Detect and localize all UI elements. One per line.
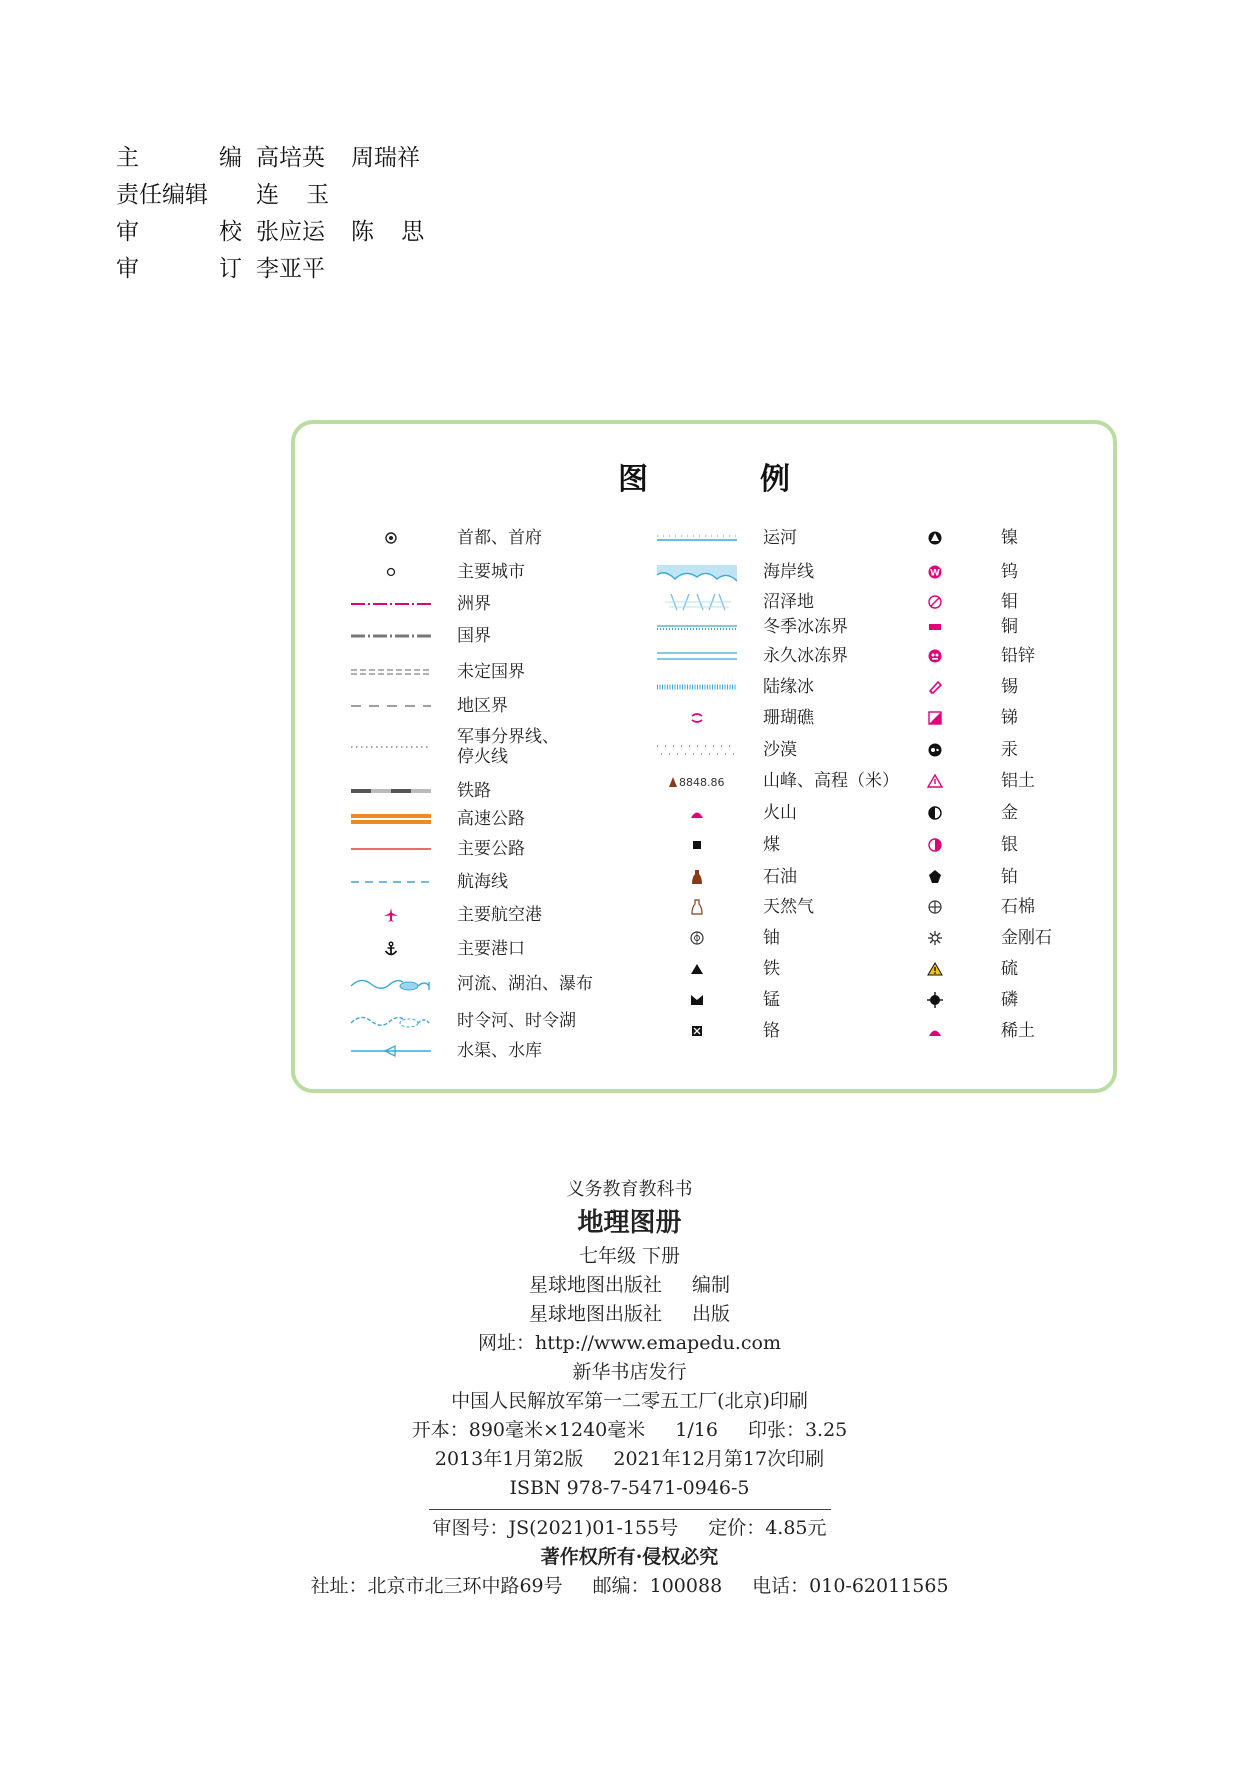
legend-label: 银: [1001, 835, 1018, 855]
legend-item: [347, 1007, 576, 1035]
colophon: [0, 1175, 1259, 1601]
review-price-line: [0, 1514, 1259, 1543]
legend-item: [891, 524, 1018, 552]
credit-row-reviewer: [116, 251, 434, 288]
legend-label: 火山: [763, 803, 797, 823]
legend-label: 天然气: [763, 897, 814, 917]
legend-label: 航海线: [457, 872, 508, 892]
legend-item: [347, 970, 593, 998]
legend-item: [347, 835, 525, 863]
legend-item: [347, 524, 542, 552]
compiler-name: 星球地图出版社: [528, 1274, 662, 1296]
map-legend: [291, 420, 1117, 1093]
legend-item: [347, 901, 542, 929]
undefined-boundary-icon: [347, 658, 435, 686]
print-sheets: 印张：3.25: [747, 1419, 848, 1441]
credit-role-char: 校: [219, 219, 242, 245]
volcano-icon: [653, 799, 741, 827]
edition-line: [0, 1445, 1259, 1474]
capital-dot-icon: [347, 524, 435, 552]
credit-role-char: 责任编辑: [116, 182, 208, 208]
price: 定价：4.85元: [708, 1517, 827, 1539]
legend-item: [653, 588, 814, 616]
sulfur-icon: [891, 955, 979, 983]
legend-label: 汞: [1001, 740, 1018, 760]
legend-label: 铬: [763, 1021, 780, 1041]
copyright-line: 著作权所有·侵权必究: [540, 1546, 719, 1568]
molybdenum-icon: [891, 588, 979, 616]
legend-item: [653, 893, 814, 921]
legend-item: [347, 1037, 542, 1065]
legend-label: 钼: [1001, 592, 1018, 612]
legend-item: [653, 613, 848, 641]
military-line-icon: [347, 733, 435, 761]
legend-label: 停火线: [457, 747, 508, 767]
shelf-ice-icon: [653, 673, 741, 701]
legend-label: 首都、首府: [457, 528, 542, 548]
diamond-icon: [891, 924, 979, 952]
credit-role-char: 审: [116, 219, 139, 245]
legend-label: 永久冰冻界: [763, 646, 848, 666]
format-fraction: 1/16: [675, 1419, 718, 1441]
legend-label: 运河: [763, 528, 797, 548]
edition-info: 2013年1月第2版: [434, 1448, 584, 1470]
national-boundary-icon: [347, 622, 435, 650]
legend-item: [891, 955, 1018, 983]
book-title: 地理图册: [577, 1208, 682, 1238]
legend-label: 石棉: [1001, 897, 1035, 917]
canal-icon: [653, 524, 741, 552]
legend-title: [295, 454, 1113, 498]
railway-icon: [347, 777, 435, 805]
legend-item: [347, 725, 559, 769]
port-anchor-icon: [347, 935, 435, 963]
credit-role-char: 编: [219, 145, 242, 171]
legend-label: 铅锌: [1001, 646, 1035, 666]
legend-label: 主要公路: [457, 839, 525, 859]
colophon-divider: [429, 1509, 831, 1510]
legend-label: 钨: [1001, 562, 1018, 582]
legend-label: 沼泽地: [763, 592, 814, 612]
lead-zinc-icon: [891, 642, 979, 670]
legend-label: 金: [1001, 803, 1018, 823]
legend-label: 硫: [1001, 959, 1018, 979]
website-line: 网址：http://www.emapedu.com: [478, 1332, 781, 1354]
legend-item: [891, 736, 1018, 764]
legend-item: [347, 935, 525, 963]
coal-icon: [653, 831, 741, 859]
legend-label: 锡: [1001, 677, 1018, 697]
legend-item: [347, 658, 525, 686]
map-review-number: 审图号：JS(2021)01-155号: [432, 1517, 679, 1539]
canal-reservoir-icon: [347, 1037, 435, 1065]
svg-text:W: W: [930, 568, 940, 579]
oil-icon: [653, 863, 741, 891]
nickel-icon: [891, 524, 979, 552]
legend-item: [347, 558, 525, 586]
legend-label: 磷: [1001, 990, 1018, 1010]
coral-reef-icon: [653, 704, 741, 732]
legend-item: [347, 692, 508, 720]
expressway-icon: [347, 805, 435, 833]
legend-label: 铝土: [1001, 771, 1035, 791]
legend-item: [891, 1017, 1035, 1045]
gold-icon: [891, 799, 979, 827]
airport-icon: [347, 901, 435, 929]
legend-item: [653, 642, 848, 670]
isbn-line: ISBN 978-7-5471-0946-5: [509, 1477, 750, 1499]
legend-label: 国界: [457, 626, 491, 646]
legend-item: [653, 863, 797, 891]
legend-item: [891, 588, 1018, 616]
legend-item: [347, 622, 491, 650]
credits-block: [116, 140, 434, 288]
legend-item: [891, 924, 1052, 952]
legend-label: 铁路: [457, 781, 491, 801]
legend-item: [653, 524, 797, 552]
asbestos-icon: [891, 893, 979, 921]
region-boundary-icon: [347, 692, 435, 720]
publisher-role: 出版: [692, 1303, 731, 1325]
legend-item: [891, 831, 1018, 859]
legend-label: 未定国界: [457, 662, 525, 682]
legend-label: 陆缘冰: [763, 677, 814, 697]
legend-label: 河流、湖泊、瀑布: [457, 974, 593, 994]
legend-label: 主要港口: [457, 939, 525, 959]
legend-item: [891, 767, 1035, 795]
credit-row-chief-editor: [116, 140, 434, 177]
phosphorus-icon: [891, 986, 979, 1014]
legend-item: [653, 799, 797, 827]
legend-item: [891, 893, 1035, 921]
phone: 电话：010-62011565: [752, 1575, 949, 1597]
legend-label: 冬季冰冻界: [763, 617, 848, 637]
uranium-icon: [653, 924, 741, 952]
platinum-icon: [891, 863, 979, 891]
iron-icon: [653, 955, 741, 983]
legend-label: 珊瑚礁: [763, 708, 814, 728]
city-circle-icon: [347, 558, 435, 586]
publisher-line: [0, 1300, 1259, 1329]
series-name: 义务教育教科书: [566, 1179, 693, 1200]
chromium-icon: [653, 1017, 741, 1045]
printer-line: 中国人民解放军第一二零五工厂(北京)印刷: [451, 1390, 808, 1412]
credit-role-char: 订: [219, 256, 242, 282]
legend-label: 水渠、水库: [457, 1041, 542, 1061]
legend-label: 时令河、时令湖: [457, 1011, 576, 1031]
natural-gas-icon: [653, 893, 741, 921]
credit-name: 周瑞祥: [351, 145, 420, 171]
legend-label: 镍: [1001, 528, 1018, 548]
peak-icon: [653, 767, 741, 795]
legend-label: 金刚石: [1001, 928, 1052, 948]
legend-title-left: 图: [618, 462, 648, 497]
rare-earth-icon: [891, 1017, 979, 1045]
legend-item: [891, 863, 1018, 891]
legend-label: 铀: [763, 928, 780, 948]
legend-item: [653, 558, 814, 586]
seasonal-river-icon: [347, 1007, 435, 1035]
format-size: 开本：890毫米×1240毫米: [411, 1419, 646, 1441]
legend-item: [653, 924, 780, 952]
manganese-icon: [653, 986, 741, 1014]
printing-info: 2021年12月第17次印刷: [613, 1448, 825, 1470]
legend-item: [347, 777, 491, 805]
copper-icon: [891, 613, 979, 641]
coastline-icon: [653, 558, 741, 586]
legend-label: 锰: [763, 990, 780, 1010]
credit-name: 连 玉: [256, 182, 340, 208]
winter-ice-icon: [653, 613, 741, 641]
credit-name: 陈 思: [351, 219, 435, 245]
legend-label: 主要城市: [457, 562, 525, 582]
antimony-icon: [891, 704, 979, 732]
permanent-ice-icon: [653, 642, 741, 670]
river-lake-icon: [347, 970, 435, 998]
credit-row-proofreader: [116, 214, 434, 251]
legend-item: [653, 704, 814, 732]
legend-item: [891, 704, 1018, 732]
legend-item: [891, 613, 1018, 641]
compiler-role: 编制: [692, 1274, 731, 1296]
legend-item: [653, 767, 899, 795]
legend-item: [347, 590, 491, 618]
desert-icon: [653, 736, 741, 764]
legend-item: [653, 1017, 780, 1045]
legend-label: 地区界: [457, 696, 508, 716]
legend-label: 沙漠: [763, 740, 797, 760]
tungsten-icon: [891, 558, 979, 586]
legend-label: 铁: [763, 959, 780, 979]
legend-label: 高速公路: [457, 809, 525, 829]
legend-item: [653, 955, 780, 983]
address: 社址：北京市北三环中路69号: [310, 1575, 563, 1597]
grade-volume: 七年级 下册: [578, 1245, 681, 1267]
postcode: 邮编：100088: [592, 1575, 723, 1597]
legend-item: [347, 805, 525, 833]
legend-label: 山峰、高程（米）: [763, 771, 899, 791]
peak-elevation-label: 8848.86: [679, 776, 725, 789]
credit-role-char: 审: [116, 256, 139, 282]
sea-route-icon: [347, 868, 435, 896]
legend-label: 锑: [1001, 708, 1018, 728]
credit-role-char: 主: [116, 145, 139, 171]
legend-label: 铜: [1001, 617, 1018, 637]
legend-label: 煤: [763, 835, 780, 855]
legend-item: [653, 736, 797, 764]
legend-item: [653, 831, 780, 859]
legend-label: 主要航空港: [457, 905, 542, 925]
publisher-name: 星球地图出版社: [528, 1303, 662, 1325]
tin-icon: [891, 673, 979, 701]
legend-label: 稀土: [1001, 1021, 1035, 1041]
credit-row-responsible-editor: [116, 177, 434, 214]
legend-label: 石油: [763, 867, 797, 887]
legend-title-right: 例: [760, 462, 790, 497]
legend-item: [891, 642, 1035, 670]
main-road-icon: [347, 835, 435, 863]
legend-item: [653, 673, 814, 701]
legend-label: 铂: [1001, 867, 1018, 887]
legend-label: 海岸线: [763, 562, 814, 582]
legend-item: [891, 558, 1018, 586]
format-line: [0, 1416, 1259, 1445]
legend-item: [347, 868, 508, 896]
compiler-line: [0, 1271, 1259, 1300]
distributor-line: 新华书店发行: [572, 1361, 687, 1383]
legend-item: [891, 673, 1018, 701]
legend-label: 军事分界线、: [457, 727, 559, 747]
mercury-icon: [891, 736, 979, 764]
legend-item: [891, 799, 1018, 827]
legend-label: 洲界: [457, 594, 491, 614]
bauxite-icon: [891, 767, 979, 795]
address-line: [0, 1572, 1259, 1601]
legend-item: [653, 986, 780, 1014]
legend-item: [891, 986, 1018, 1014]
credit-name: 张应运: [256, 219, 325, 245]
credit-name: 高培英: [256, 145, 325, 171]
continent-boundary-icon: [347, 590, 435, 618]
silver-icon: [891, 831, 979, 859]
swamp-icon: [653, 588, 741, 616]
credit-name: 李亚平: [256, 256, 325, 282]
